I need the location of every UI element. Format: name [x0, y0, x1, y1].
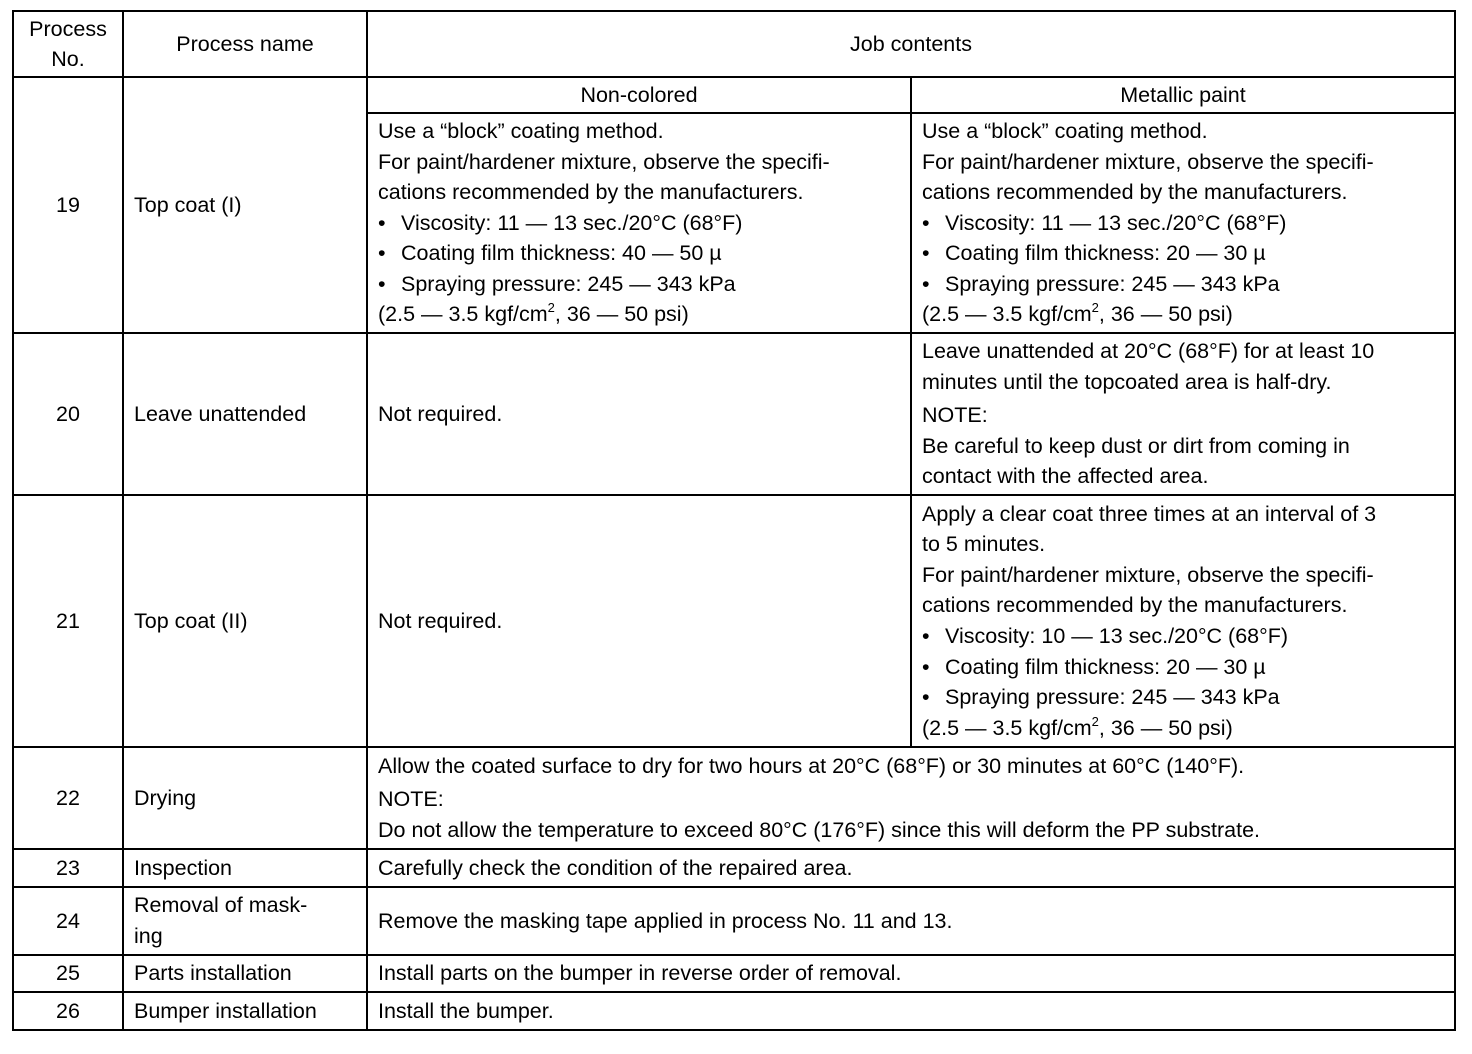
bullet-text: Viscosity: 11 — 13 sec./20°C (68°F)	[945, 210, 1287, 235]
row-19-mp-line: For paint/hardener mixture, observe the specifi-	[922, 149, 1374, 174]
table-row	[13, 333, 1455, 495]
row-19-no: 19	[13, 77, 123, 333]
bullet-item	[922, 652, 1444, 683]
row-21-mp-line: For paint/hardener mixture, observe the specifi-	[922, 562, 1374, 587]
pressure-post: , 36 — 50 psi)	[1098, 715, 1233, 740]
row-24-name-line1: Removal of mask-	[134, 893, 308, 918]
row-22-line: Do not allow the temperature to exceed 80°C (176°F) since this will deform the PP substrate.	[378, 817, 1261, 842]
row-20-name: Leave unattended	[123, 333, 367, 495]
pressure-pre: (2.5 — 3.5 kgf/cm	[922, 302, 1092, 327]
bullet-item	[378, 269, 900, 300]
row-19-nc-line: cations recommended by the manufacturers.	[378, 180, 804, 205]
table-row	[13, 849, 1455, 887]
row-21-mp-line: cations recommended by the manufacturers.	[922, 593, 1348, 618]
row-22-name: Drying	[123, 747, 367, 849]
row-21-mp-line: Apply a clear coat three times at an interval of 3	[922, 501, 1377, 526]
row-24-name	[123, 887, 367, 955]
bullet-item	[378, 208, 900, 239]
bullet-glyph: •	[922, 654, 930, 679]
bullet-text: Spraying pressure: 245 — 343 kPa	[945, 685, 1280, 710]
row-25-name: Parts installation	[123, 955, 367, 992]
bullet-text: Coating film thickness: 20 — 30 µ	[945, 241, 1266, 266]
bullet-glyph: •	[922, 210, 930, 235]
bullet-glyph: •	[922, 241, 930, 266]
header-process-no-line2: No.	[51, 47, 85, 71]
row-21-metallic	[911, 495, 1455, 747]
bullet-item	[922, 238, 1444, 269]
note-label: NOTE:	[378, 787, 444, 812]
pressure-conversion	[378, 299, 900, 330]
note-label: NOTE:	[922, 403, 988, 428]
row-19-nc-line: For paint/hardener mixture, observe the specifi-	[378, 149, 830, 174]
subheader-row	[13, 77, 1455, 113]
row-24-name-line2: ing	[134, 924, 163, 948]
process-table	[12, 10, 1456, 1031]
row-20-mp-line: Leave unattended at 20°C (68°F) for at least 10	[922, 339, 1375, 364]
row-26-no: 26	[13, 992, 123, 1030]
row-20-mp-line: Be careful to keep dust or dirt from coming in	[922, 433, 1350, 458]
subheader-metallic-paint: Metallic paint	[911, 77, 1455, 113]
pressure-conversion	[922, 713, 1444, 744]
pressure-sup: 2	[1091, 713, 1099, 729]
table-row	[13, 992, 1455, 1030]
bullet-item	[922, 682, 1444, 713]
pressure-post: , 36 — 50 psi)	[1098, 302, 1233, 327]
row-21-non-colored: Not required.	[367, 495, 911, 747]
bullet-text: Spraying pressure: 245 — 343 kPa	[945, 271, 1280, 296]
row-19-nc-line: Use a “block” coating method.	[378, 118, 664, 143]
bullet-text: Viscosity: 10 — 13 sec./20°C (68°F)	[945, 624, 1289, 648]
header-process-no-line1: Process	[29, 17, 107, 41]
pressure-sup: 2	[1091, 300, 1099, 316]
table-row	[13, 887, 1455, 955]
table-row	[13, 495, 1455, 747]
table-row	[13, 747, 1455, 849]
bullet-glyph: •	[378, 210, 386, 235]
pressure-post: , 36 — 50 psi)	[554, 302, 689, 327]
row-24-contents: Remove the masking tape applied in process No. 11 and 13.	[367, 887, 1455, 955]
pressure-pre: (2.5 — 3.5 kgf/cm	[378, 302, 548, 327]
bullet-item	[922, 269, 1444, 300]
row-20-no: 20	[13, 333, 123, 495]
header-process-no	[13, 11, 123, 77]
row-20-mp-line: minutes until the topcoated area is half-dry.	[922, 369, 1332, 394]
bullet-text: Viscosity: 11 — 13 sec./20°C (68°F)	[401, 210, 743, 235]
row-23-name: Inspection	[123, 849, 367, 887]
row-26-contents: Install the bumper.	[367, 992, 1455, 1030]
row-19-mp-line: Use a “block” coating method.	[922, 118, 1208, 143]
header-process-name: Process name	[123, 11, 367, 77]
bullet-item	[378, 238, 900, 269]
row-24-no: 24	[13, 887, 123, 955]
subheader-non-colored: Non-colored	[367, 77, 911, 113]
row-25-contents: Install parts on the bumper in reverse order of removal.	[367, 955, 1455, 992]
bullet-glyph: •	[378, 271, 386, 296]
row-22-line: Allow the coated surface to dry for two hours at 20°C (68°F) or 30 minutes at 60°C (140°F).	[378, 753, 1245, 778]
pressure-sup: 2	[547, 300, 555, 316]
pressure-conversion	[922, 299, 1444, 330]
pressure-pre: (2.5 — 3.5 kgf/cm	[922, 715, 1092, 740]
row-19-mp-line: cations recommended by the manufacturers.	[922, 180, 1348, 205]
table-row	[13, 955, 1455, 992]
row-23-contents: Carefully check the condition of the repaired area.	[367, 849, 1455, 887]
row-20-metallic	[911, 333, 1455, 495]
row-19-name: Top coat (I)	[123, 77, 367, 333]
row-20-non-colored: Not required.	[367, 333, 911, 495]
bullet-glyph: •	[378, 241, 386, 266]
header-row	[13, 11, 1455, 77]
bullet-glyph: •	[922, 624, 930, 648]
bullet-text: Spraying pressure: 245 — 343 kPa	[401, 271, 736, 296]
bullet-item	[922, 621, 1444, 652]
bullet-text: Coating film thickness: 40 — 50 µ	[401, 241, 722, 266]
row-25-no: 25	[13, 955, 123, 992]
row-21-mp-line: to 5 minutes.	[922, 532, 1046, 557]
bullet-item	[922, 208, 1444, 239]
bullet-glyph: •	[922, 271, 930, 296]
row-21-name: Top coat (II)	[123, 495, 367, 747]
bullet-text: Coating film thickness: 20 — 30 µ	[945, 654, 1266, 679]
row-20-mp-line: contact with the affected area.	[922, 464, 1209, 489]
row-19-non-colored	[367, 113, 911, 333]
row-22-no: 22	[13, 747, 123, 849]
row-22-contents	[367, 747, 1455, 849]
row-19-metallic	[911, 113, 1455, 333]
bullet-glyph: •	[922, 685, 930, 710]
row-21-no: 21	[13, 495, 123, 747]
row-26-name: Bumper installation	[123, 992, 367, 1030]
header-job-contents: Job contents	[367, 11, 1455, 77]
row-23-no: 23	[13, 849, 123, 887]
